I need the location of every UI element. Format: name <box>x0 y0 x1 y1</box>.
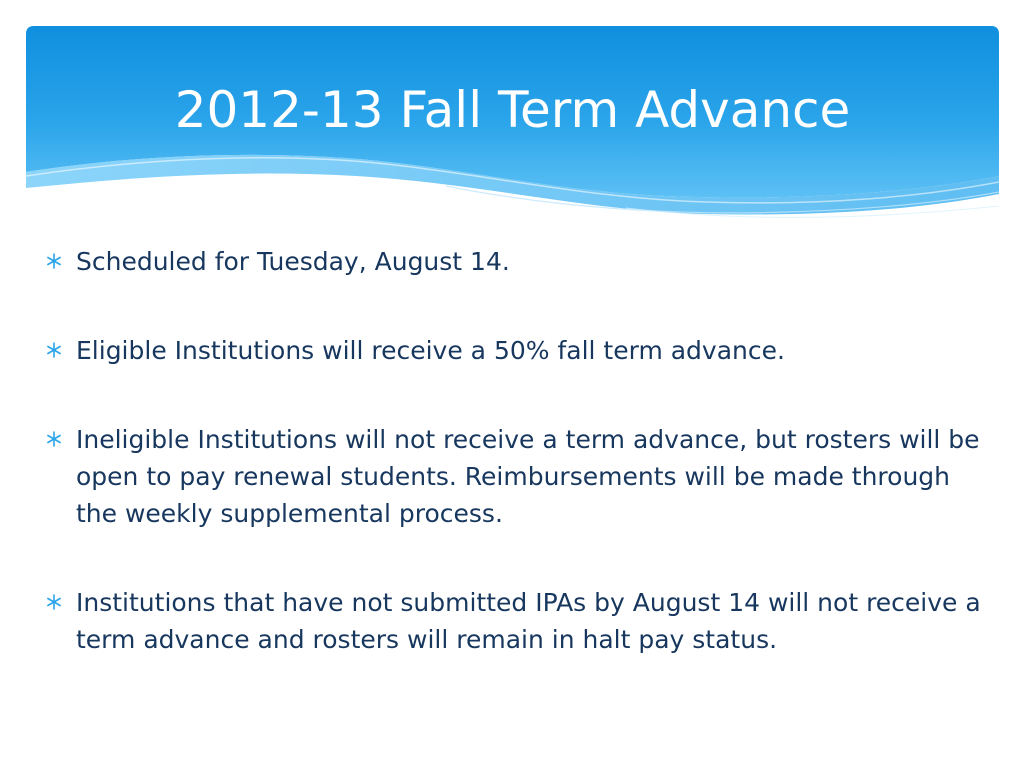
bullet-list <box>44 243 994 658</box>
bullet-item <box>44 584 994 658</box>
bullet-text: Ineligible Institutions will not receive a term advance, but rosters will be open to pay renewal students. Reimbursements will be made through the weekly supplemental process. <box>76 425 980 528</box>
bullet-item <box>44 332 994 369</box>
slide-title: 2012-13 Fall Term Advance <box>174 81 851 139</box>
bullet-text: Institutions that have not submitted IPAs by August 14 will not receive a term advance and rosters will remain in halt pay status. <box>76 588 981 654</box>
asterisk-bullet-icon <box>44 592 64 612</box>
bullet-text: Eligible Institutions will receive a 50% fall term advance. <box>76 336 785 365</box>
bullet-item <box>44 421 994 532</box>
asterisk-bullet-icon <box>44 429 64 449</box>
bullet-item <box>44 243 994 280</box>
asterisk-bullet-icon <box>44 251 64 271</box>
bullet-text: Scheduled for Tuesday, August 14. <box>76 247 510 276</box>
asterisk-bullet-icon <box>44 340 64 360</box>
